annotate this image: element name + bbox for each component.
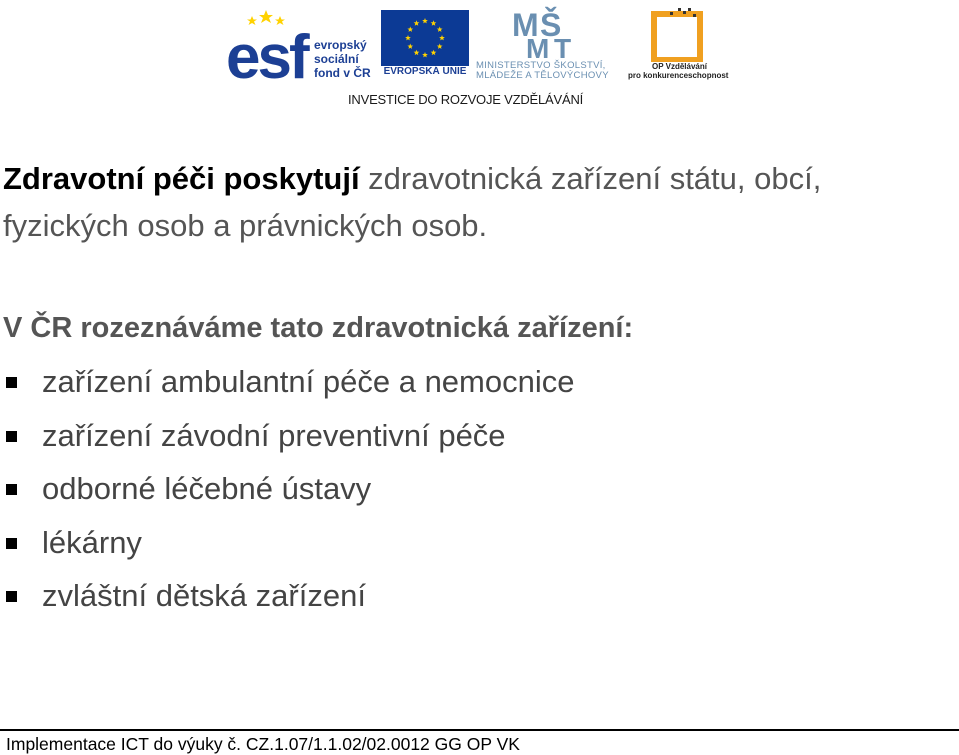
intro-rest: zdravotnická zařízení státu, obcí, xyxy=(359,161,822,196)
msmt-logo xyxy=(510,6,590,60)
square-bullet-icon xyxy=(6,377,17,388)
svg-text:Š: Š xyxy=(540,7,562,43)
footer-divider xyxy=(0,729,959,731)
intro-paragraph xyxy=(3,155,959,249)
intro-bold: Zdravotní péči poskytují xyxy=(3,161,360,196)
msmt-line-1: MINISTERSTVO ŠKOLSTVÍ, xyxy=(476,60,606,71)
svg-text:esf: esf xyxy=(226,23,307,84)
eu-label: EVROPSKÁ UNIE xyxy=(383,66,467,77)
footer-text: Implementace ICT do výuky č. CZ.1.07/1.1.02/02.0012 GG OP VK xyxy=(6,734,520,754)
svg-text:M: M xyxy=(526,33,550,60)
square-bullet-icon xyxy=(6,431,17,442)
op-logo-text: OP Vzdělávání pro konkurenceschopnost xyxy=(628,62,729,80)
esf-logo-text: evropský sociální fond v ČR xyxy=(314,38,371,80)
logo-banner xyxy=(0,0,959,115)
svg-text:T: T xyxy=(554,33,572,60)
tagline: INVESTICE DO ROZVOJE VZDĚLÁVÁNÍ xyxy=(348,92,584,107)
square-bullet-icon xyxy=(6,591,17,602)
intro-line-2: fyzických osob a právnických osob. xyxy=(3,208,488,243)
eu-flag xyxy=(381,10,469,66)
square-bullet-icon xyxy=(6,538,17,549)
section-heading: V ČR rozeznáváme tato zdravotnická zařízení: xyxy=(3,312,634,344)
svg-text:M: M xyxy=(512,7,539,43)
msmt-line-2: MLÁDEŽE A TĚLOVÝCHOVY xyxy=(476,70,609,81)
op-logo xyxy=(650,6,710,62)
footer xyxy=(0,729,959,753)
square-bullet-icon xyxy=(6,484,17,495)
